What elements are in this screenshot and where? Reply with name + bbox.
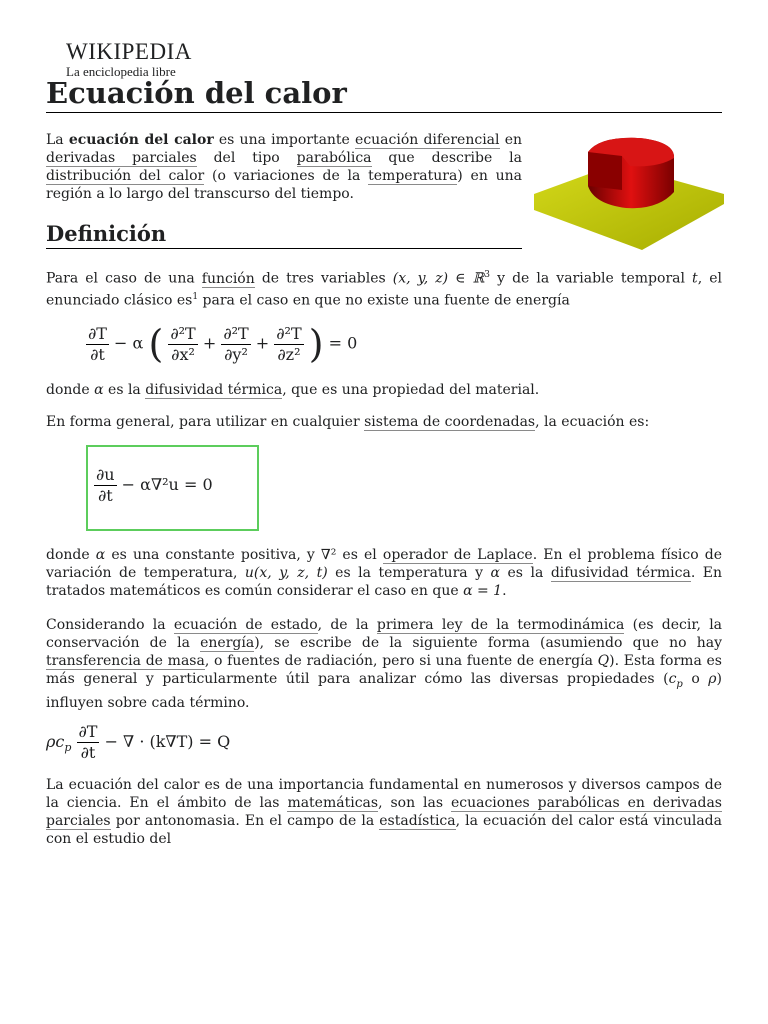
text: que describe la (371, 150, 522, 166)
text: del tipo (196, 150, 297, 166)
text: es el (336, 547, 383, 563)
link-distribucion-del-calor[interactable]: distribución del calor (46, 168, 205, 184)
text: , o fuentes de radiación, pero si una fuente de energía (204, 653, 598, 669)
denominator: ∂z² (274, 344, 303, 365)
text: La (46, 132, 69, 148)
text: , son las (378, 795, 451, 811)
equation-box (86, 445, 259, 531)
section-heading-definicion: Definición (46, 220, 522, 249)
equation-heat-cartesian (86, 322, 357, 366)
paragraph-definition (46, 266, 722, 309)
text: , el enunciado clásico es (46, 270, 722, 309)
math-expression: − ∇ · (k∇T) = Q (104, 732, 231, 751)
text: . (502, 583, 507, 599)
numerator: ∂T (78, 722, 98, 741)
numerator: ∂u (96, 465, 115, 484)
equation-heat-energy (46, 722, 230, 763)
fraction (77, 722, 100, 763)
math-u: u(x, y, z, t) (244, 565, 328, 581)
paragraph-general-form (46, 413, 722, 431)
math-rho-c: ρc (46, 732, 65, 751)
math-alpha: α (95, 547, 106, 563)
text: es la (103, 382, 146, 398)
denominator: ∂t (77, 742, 100, 763)
text: para el caso en que no existe una fuente de energía (198, 292, 570, 309)
text: y de la variable temporal (490, 270, 693, 287)
math-variables: (x, y, z) ∈ ℝ (392, 270, 485, 287)
denominator: ∂x² (168, 344, 197, 365)
reference-link[interactable]: 1 (192, 291, 199, 302)
math-subscript: p (64, 741, 72, 755)
link-ecuaciones-parabolicas[interactable]: ecuaciones parabólicas en derivadas parciales (46, 795, 722, 829)
text: o (682, 671, 709, 687)
link-funcion[interactable]: función (201, 270, 255, 287)
fraction (168, 324, 197, 365)
math-q: Q (597, 653, 610, 669)
text: es la (500, 565, 551, 581)
math-expression: − α∇²u = 0 (121, 475, 213, 494)
link-ecuacion-diferencial[interactable]: ecuación diferencial (355, 132, 500, 148)
math-alpha: α (490, 565, 500, 581)
text: . En el problema físico de variación de temperatura, (46, 547, 722, 581)
math-operator: + (202, 333, 217, 353)
numerator: ∂T (88, 323, 107, 343)
text: por antonomasia. En el campo de la (110, 813, 380, 829)
text: Para el caso de una (46, 270, 202, 287)
text: . En tratados matemáticos es común considerar el caso en que (46, 565, 723, 599)
paren-right: ) (308, 322, 324, 366)
paragraph-laplace (46, 546, 722, 600)
text: La ecuación del calor es de una importancia fundamental en numerosos y diversos campos de la ciencia. En el ámbito de las (46, 777, 722, 811)
link-matematicas[interactable]: matemáticas (287, 795, 379, 811)
fraction (86, 324, 109, 365)
math-alpha-one: α = 1 (463, 583, 503, 599)
link-parabolica[interactable]: parabólica (296, 150, 372, 166)
text: (o variaciones de la (204, 168, 369, 184)
intro-paragraph (46, 131, 522, 203)
fraction (94, 465, 117, 506)
text: , de la (317, 617, 377, 633)
denominator: ∂y² (221, 344, 250, 365)
paren-left: ( (148, 322, 164, 366)
text: ) en una región a lo largo del transcurso del tiempo. (46, 168, 523, 202)
wordmark: WIKIPEDIA (66, 39, 192, 64)
link-sistema-de-coordenadas[interactable]: sistema de coordenadas (364, 414, 536, 430)
equation-heat-general (94, 465, 213, 506)
math-c: c (668, 671, 677, 687)
paragraph-state-equation (46, 616, 722, 712)
heat-surface-image[interactable] (530, 128, 724, 252)
numerator: ∂²T (276, 323, 302, 343)
text: , la ecuación es: (535, 414, 650, 430)
text: (es decir, la conservación de la (46, 617, 723, 651)
bold-term: ecuación del calor (68, 132, 214, 148)
text: ). Esta forma es más general y particularmente útil para analizar cómo las diversas propiedades ( (46, 653, 722, 687)
link-transferencia-de-masa[interactable]: transferencia de masa (46, 653, 205, 669)
fraction (274, 324, 303, 365)
math-equals: = 0 (328, 333, 358, 353)
text: En forma general, para utilizar en cualquier (46, 414, 365, 430)
text: , que es una propiedad del material. (282, 382, 540, 398)
numerator: ∂²T (170, 323, 196, 343)
numerator: ∂²T (223, 323, 249, 343)
math-operator: − α (114, 333, 144, 353)
link-ecuacion-de-estado[interactable]: ecuación de estado (173, 617, 318, 633)
text: ) influyen sobre cada término. (46, 671, 722, 711)
link-difusividad-termica-2[interactable]: difusividad térmica (550, 565, 691, 581)
link-temperatura[interactable]: temperatura (368, 168, 458, 184)
denominator: ∂t (94, 485, 117, 506)
link-estadistica[interactable]: estadística (379, 813, 456, 829)
link-primera-ley-termodinamica[interactable]: primera ley de la termodinámica (376, 617, 625, 633)
math-t: t (692, 270, 698, 287)
math-rho: ρ (708, 671, 717, 687)
paragraph-alpha (46, 381, 722, 399)
math-operator: + (255, 333, 270, 353)
math-alpha: α (94, 382, 104, 398)
page-title: Ecuación del calor (46, 74, 722, 113)
tagline: La enciclopedia libre (66, 64, 176, 79)
math-subscript: p (676, 678, 683, 690)
link-energia[interactable]: energía (200, 635, 255, 651)
text: es una constante positiva, y (105, 547, 321, 563)
text: Considerando la (46, 617, 174, 633)
denominator: ∂t (86, 344, 109, 365)
math-laplacian: ∇² (320, 547, 337, 563)
math-superscript: 3 (484, 270, 490, 280)
link-difusividad-termica[interactable]: difusividad térmica (145, 382, 283, 398)
text: , la ecuación del calor está vinculada con el estudio del (46, 813, 722, 847)
fraction (221, 324, 250, 365)
text: es una importante (213, 132, 356, 148)
link-derivadas-parciales[interactable]: derivadas parciales (46, 150, 197, 166)
link-operador-de-laplace[interactable]: operador de Laplace (382, 547, 533, 563)
text: donde (46, 547, 96, 563)
text: de tres variables (254, 270, 393, 287)
text: ), se escribe de la siguiente forma (asumiendo que no hay (254, 635, 723, 651)
text: es la temperatura y (327, 565, 491, 581)
text: donde (46, 382, 95, 398)
text: en (499, 132, 522, 148)
paragraph-importance (46, 776, 722, 848)
